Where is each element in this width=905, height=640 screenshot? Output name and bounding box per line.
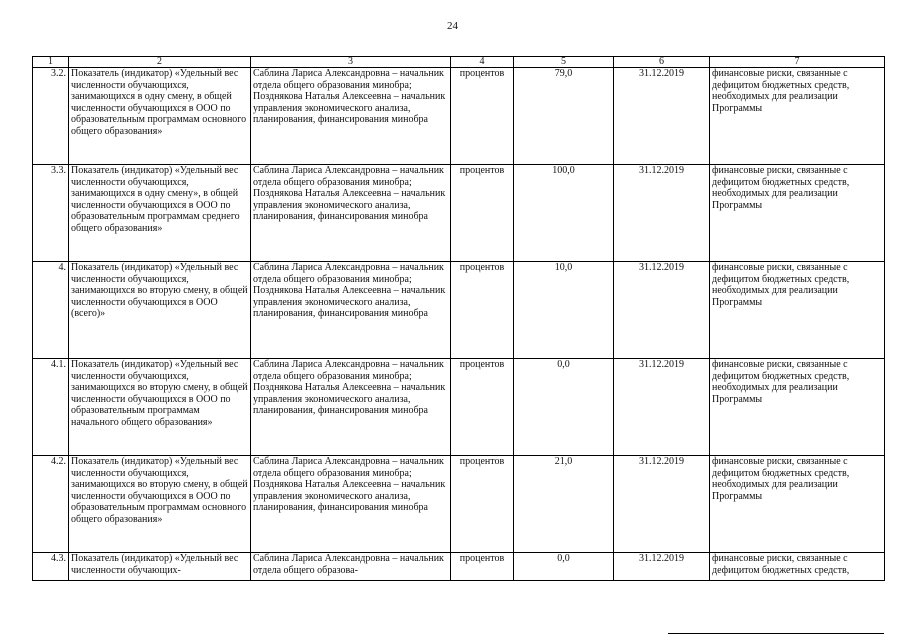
risks: финансовые риски, связанные с дефицитом бюджетных средств, необходимых для реализации Программы [710, 68, 885, 165]
indicator-name: Показатель (индикатор) «Удельный вес численности обучающихся, занимающихся во вторую смену, в общей численности обучающихся в ООО (всего)» [69, 262, 251, 359]
indicator-name: Показатель (индикатор) «Удельный вес численности обучающихся, занимающихся во вторую смену, в общей численности обучающихся в ООО по образовательным программам начального общего образования» [69, 359, 251, 456]
column-header: 4 [451, 57, 514, 68]
row-number: 3.3. [33, 165, 69, 262]
risks: финансовые риски, связанные с дефицитом бюджетных средств, [710, 553, 885, 581]
responsible-line: Саблина Лариса Александровна – начальник отдела общего образования минобра; [253, 359, 444, 382]
responsible-persons [251, 359, 451, 456]
unit: процентов [451, 165, 514, 262]
column-header: 7 [710, 57, 885, 68]
table-row [33, 359, 885, 456]
target-value: 21,0 [514, 456, 614, 553]
page-number: 24 [447, 20, 458, 32]
indicator-name: Показатель (индикатор) «Удельный вес численности обучающихся, занимающихся во вторую смену, в общей численности обучающихся в ООО по образовательным программам основного общего образования» [69, 456, 251, 553]
responsible-line: Позднякова Наталья Алексеевна – начальник управления экономического анализа, планирования, финансирования минобра [253, 285, 446, 319]
responsible-line: Саблина Лариса Александровна – начальник отдела общего образования минобра; [253, 456, 444, 479]
risks: финансовые риски, связанные с дефицитом бюджетных средств, необходимых для реализации Программы [710, 165, 885, 262]
responsible-line: Позднякова Наталья Алексеевна – начальник управления экономического анализа, планирования, финансирования минобра [253, 382, 446, 416]
row-number: 4.2. [33, 456, 69, 553]
indicator-name: Показатель (индикатор) «Удельный вес численности обучающихся, занимающихся в одну смену, в общей численности обучающихся в ООО по образовательным программам основного общего образования» [69, 68, 251, 165]
responsible-line: Саблина Лариса Александровна – начальник отдела общего образова- [253, 553, 444, 576]
deadline-date: 31.12.2019 [614, 165, 710, 262]
indicator-name: Показатель (индикатор) «Удельный вес численности обучающихся, занимающихся в одну смену», в общей численности обучающихся в ООО по образовательным программам среднего общего образования» [69, 165, 251, 262]
table-row [33, 68, 885, 165]
responsible-persons [251, 165, 451, 262]
target-value: 100,0 [514, 165, 614, 262]
row-number: 4.3. [33, 553, 69, 581]
target-value: 0,0 [514, 553, 614, 581]
column-header: 1 [33, 57, 69, 68]
indicators-table [32, 56, 885, 581]
risks: финансовые риски, связанные с дефицитом бюджетных средств, необходимых для реализации Программы [710, 359, 885, 456]
table-row [33, 456, 885, 553]
target-value: 79,0 [514, 68, 614, 165]
unit: процентов [451, 553, 514, 581]
footer-rule [668, 633, 884, 634]
responsible-persons [251, 68, 451, 165]
table-row [33, 262, 885, 359]
responsible-line: Позднякова Наталья Алексеевна – начальник управления экономического анализа, планирования, финансирования минобра [253, 91, 446, 125]
deadline-date: 31.12.2019 [614, 359, 710, 456]
deadline-date: 31.12.2019 [614, 262, 710, 359]
responsible-line: Саблина Лариса Александровна – начальник отдела общего образования минобра; [253, 165, 444, 188]
responsible-line: Позднякова Наталья Алексеевна – начальник управления экономического анализа, планирования, финансирования минобра [253, 479, 446, 513]
target-value: 0,0 [514, 359, 614, 456]
row-number: 4.1. [33, 359, 69, 456]
row-number: 4. [33, 262, 69, 359]
table-header-row [33, 57, 885, 68]
deadline-date: 31.12.2019 [614, 456, 710, 553]
row-number: 3.2. [33, 68, 69, 165]
column-header: 3 [251, 57, 451, 68]
responsible-line: Саблина Лариса Александровна – начальник отдела общего образования минобра; [253, 262, 444, 285]
unit: процентов [451, 68, 514, 165]
column-header: 5 [514, 57, 614, 68]
responsible-line: Саблина Лариса Александровна – начальник отдела общего образования минобра; [253, 68, 444, 91]
unit: процентов [451, 456, 514, 553]
responsible-line: Позднякова Наталья Алексеевна – начальник управления экономического анализа, планирования, финансирования минобра [253, 188, 446, 222]
unit: процентов [451, 262, 514, 359]
responsible-persons [251, 262, 451, 359]
responsible-persons [251, 553, 451, 581]
risks: финансовые риски, связанные с дефицитом бюджетных средств, необходимых для реализации Программы [710, 456, 885, 553]
responsible-persons [251, 456, 451, 553]
column-header: 6 [614, 57, 710, 68]
target-value: 10,0 [514, 262, 614, 359]
unit: процентов [451, 359, 514, 456]
indicator-name: Показатель (индикатор) «Удельный вес численности обучающих- [69, 553, 251, 581]
column-header: 2 [69, 57, 251, 68]
risks: финансовые риски, связанные с дефицитом бюджетных средств, необходимых для реализации Программы [710, 262, 885, 359]
deadline-date: 31.12.2019 [614, 68, 710, 165]
table-row [33, 165, 885, 262]
table-row [33, 553, 885, 581]
deadline-date: 31.12.2019 [614, 553, 710, 581]
